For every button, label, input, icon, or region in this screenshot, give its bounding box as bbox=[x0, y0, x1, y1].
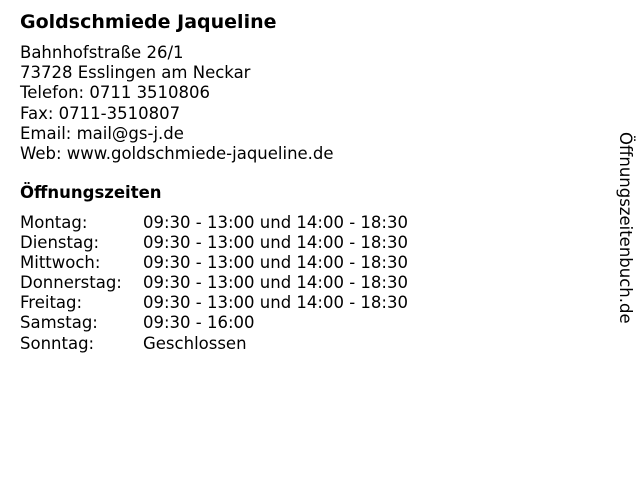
time-value: 09:30 - 16:00 bbox=[143, 313, 255, 333]
time-value: 09:30 - 13:00 und 14:00 - 18:30 bbox=[143, 213, 408, 232]
contact-block bbox=[20, 43, 334, 164]
day-label: Samstag: bbox=[20, 313, 98, 333]
street-address: Bahnhofstraße 26/1 bbox=[20, 43, 184, 62]
business-name: Goldschmiede Jaqueline bbox=[20, 11, 277, 33]
day-label: Dienstag: bbox=[20, 233, 100, 253]
day-label: Freitag: bbox=[20, 293, 83, 313]
day-label: Montag: bbox=[20, 213, 88, 232]
watermark bbox=[615, 132, 635, 342]
day-label: Mittwoch: bbox=[20, 253, 101, 273]
email-address: Email: mail@gs-j.de bbox=[20, 123, 184, 143]
time-value: 09:30 - 13:00 und 14:00 - 18:30 bbox=[143, 253, 408, 273]
day-label: Donnerstag: bbox=[20, 273, 122, 293]
day-label: Sonntag: bbox=[20, 333, 95, 353]
phone-number: Telefon: 0711 3510806 bbox=[20, 83, 211, 103]
fax-number: Fax: 0711-3510807 bbox=[20, 103, 181, 123]
time-value: 09:30 - 13:00 und 14:00 - 18:30 bbox=[143, 273, 408, 293]
time-value: 09:30 - 13:00 und 14:00 - 18:30 bbox=[143, 293, 408, 313]
website: Web: www.goldschmiede-jaqueline.de bbox=[20, 143, 334, 163]
time-value: Geschlossen bbox=[143, 333, 247, 353]
city-address: 73728 Esslingen am Neckar bbox=[20, 63, 251, 83]
opening-hours-heading: Öffnungszeiten bbox=[20, 183, 162, 202]
time-value: 09:30 - 13:00 und 14:00 - 18:30 bbox=[143, 233, 408, 253]
watermark-text: Öffnungszeitenbuch.de bbox=[616, 132, 635, 324]
